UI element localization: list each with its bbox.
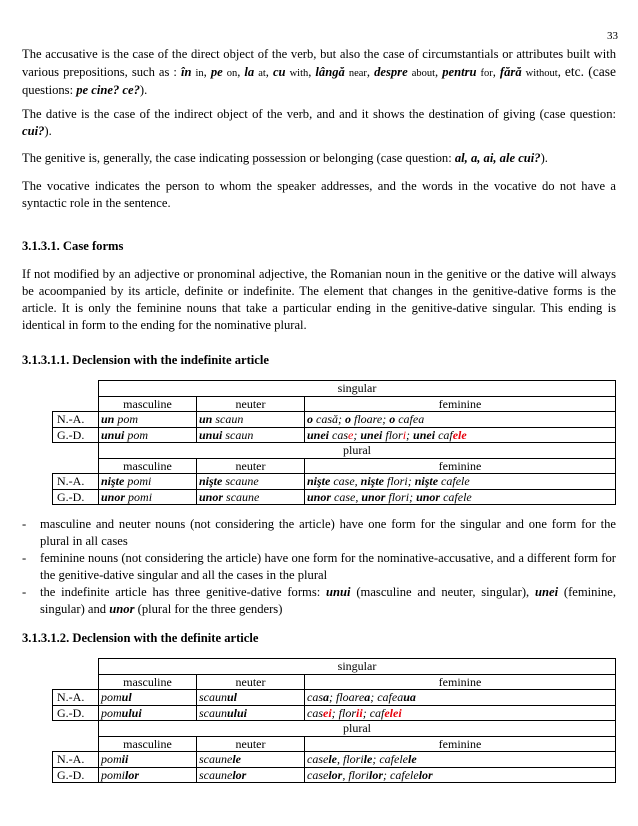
masculine-header: masculine [99,736,197,752]
table-row [53,458,616,474]
neuter-header: neuter [197,674,305,690]
masculine-cell: pomii [99,752,197,768]
indefinite-declension-table [52,380,616,505]
table-row [53,443,616,459]
table-row [53,489,616,505]
table-row [53,736,616,752]
masculine-header: masculine [99,396,197,412]
paragraph-dative: The dative is the case of the indirect object of the verb, and and it shows the destination of giving (case question: cui?). [22,107,616,138]
table-row [53,474,616,490]
heading-case-forms: 3.1.3.1. Case forms [22,239,124,253]
case-label: N.-A. [53,474,99,490]
table-row [53,412,616,428]
heading-definite-declension: 3.1.3.1.2. Declension with the definite article [22,631,259,645]
neuter-cell: scaunele [197,752,305,768]
masculine-cell: unor pomi [99,489,197,505]
case-label: G.-D. [53,489,99,505]
feminine-cell: casei; florii; cafelei [305,705,616,721]
table-row [53,659,616,675]
neuter-cell: un scaun [197,412,305,428]
paragraph-case-forms: If not modified by an adjective or pronominal adjective, the Romanian noun in the genitive or the dative will always be acoompanied by its article, definite or indefinite. The element that changes in the genitive-dative forms is the article. It is only the feminine nouns that take a particular ending in the genitive-dative singular. This ending is identical in form to the ending for the nominative plural. [22,267,616,332]
neuter-cell: unor scaune [197,489,305,505]
paragraph-genitive: The genitive is, generally, the case indicating possession or belonging (case question: al, a, ai, ale cui?). [22,151,548,165]
table-row [53,396,616,412]
paragraph-accusative: The accusative is the case of the direct object of the verb, but also the case of circumstantials or attributes built with various prepositions, such as : în in, pe on, la at, cu with, lângă near, despre about, pentru for, fără without, etc. (case questions: pe cine? ce?). [22,47,616,97]
feminine-cell: nişte case, nişte flori; nişte cafele [305,474,616,490]
plural-header: plural [99,443,616,459]
masculine-header: masculine [99,458,197,474]
list-item: - feminine nouns (not considering the article) have one form for the nominative-accusative, and a different form for the genitive-dative singular and all the cases in the plural [22,550,616,584]
case-label: N.-A. [53,690,99,706]
table-row [53,705,616,721]
singular-header: singular [99,381,616,397]
neuter-cell: unui scaun [197,427,305,443]
feminine-header: feminine [305,674,616,690]
neuter-header: neuter [197,396,305,412]
table-row [53,721,616,737]
feminine-cell: unor case, unor flori; unor cafele [305,489,616,505]
feminine-cell: casa; floarea; cafeaua [305,690,616,706]
singular-header: singular [99,659,616,675]
heading-indefinite-declension: 3.1.3.1.1. Declension with the indefinite article [22,353,269,367]
masculine-cell: pomul [99,690,197,706]
paragraph-vocative: The vocative indicates the person to whom the speaker addresses, and the words in the vocative do not have a syntactic role in the sentence. [22,179,616,210]
feminine-header: feminine [305,736,616,752]
feminine-cell: o casă; o floare; o cafea [305,412,616,428]
case-label: N.-A. [53,412,99,428]
case-label: G.-D. [53,427,99,443]
neuter-cell: scaunelor [197,767,305,783]
table-row [53,427,616,443]
masculine-cell: un pom [99,412,197,428]
masculine-cell: pomului [99,705,197,721]
feminine-cell: casele, florile; cafelele [305,752,616,768]
case-label: G.-D. [53,767,99,783]
table-row [53,690,616,706]
neuter-header: neuter [197,458,305,474]
feminine-cell: unei case; unei flori; unei cafele [305,427,616,443]
page-number: 33 [607,30,618,42]
plural-header: plural [99,721,616,737]
feminine-header: feminine [305,396,616,412]
table-row [53,752,616,768]
notes-list [22,516,616,618]
case-label: N.-A. [53,752,99,768]
masculine-header: masculine [99,674,197,690]
case-label: G.-D. [53,705,99,721]
neuter-cell: nişte scaune [197,474,305,490]
table-row [53,674,616,690]
neuter-cell: scaunului [197,705,305,721]
masculine-cell: pomilor [99,767,197,783]
feminine-cell: caselor, florilor; cafelelor [305,767,616,783]
list-item: - masculine and neuter nouns (not considering the article) have one form for the singular and one form for the plural in all cases [22,516,616,550]
neuter-header: neuter [197,736,305,752]
feminine-header: feminine [305,458,616,474]
list-item: - the indefinite article has three genitive-dative forms: unui (masculine and neuter, singular), unei (feminine, singular) and unor (plural for the three genders) [22,584,616,618]
definite-declension-table [52,658,616,783]
table-row [53,381,616,397]
masculine-cell: nişte pomi [99,474,197,490]
neuter-cell: scaunul [197,690,305,706]
table-row [53,767,616,783]
masculine-cell: unui pom [99,427,197,443]
